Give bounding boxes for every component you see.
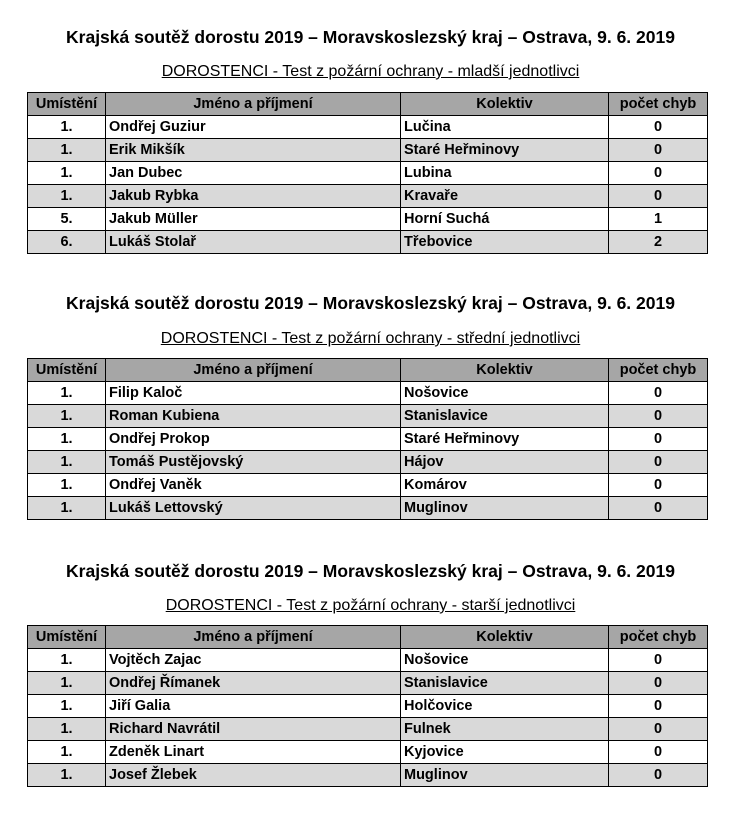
table-header-row (28, 93, 708, 116)
name-cell: Tomáš Pustějovský (106, 451, 401, 474)
team-cell: Holčovice (401, 695, 609, 718)
table-row (28, 718, 708, 741)
section-subtitle: DOROSTENCI - Test z požární ochrany - starší jednotlivci (165, 597, 576, 614)
table-row (28, 428, 708, 451)
rank-cell: 1. (28, 741, 106, 764)
errors-cell: 0 (609, 695, 708, 718)
errors-cell: 0 (609, 162, 708, 185)
header-errors: počet chyb (609, 359, 708, 382)
results-table (27, 358, 708, 520)
table-row (28, 672, 708, 695)
table-header-row (28, 626, 708, 649)
rank-cell: 1. (28, 428, 106, 451)
header-name: Jméno a příjmení (106, 93, 401, 116)
table-row (28, 764, 708, 787)
name-cell: Filip Kaloč (106, 382, 401, 405)
section-title: Krajská soutěž dorostu 2019 – Moravskoslezský kraj – Ostrava, 9. 6. 2019 (66, 561, 675, 581)
name-cell: Richard Navrátil (106, 718, 401, 741)
header-rank: Umístění (28, 93, 106, 116)
team-cell: Kravaře (401, 185, 609, 208)
rank-cell: 1. (28, 474, 106, 497)
name-cell: Jakub Rybka (106, 185, 401, 208)
team-cell: Lučina (401, 116, 609, 139)
team-cell: Hájov (401, 451, 609, 474)
rank-cell: 1. (28, 451, 106, 474)
header-rank: Umístění (28, 359, 106, 382)
table-row (28, 497, 708, 520)
name-cell: Ondřej Prokop (106, 428, 401, 451)
rank-cell: 1. (28, 116, 106, 139)
table-row (28, 185, 708, 208)
team-cell: Nošovice (401, 649, 609, 672)
errors-cell: 0 (609, 185, 708, 208)
header-name: Jméno a příjmení (106, 626, 401, 649)
errors-cell: 0 (609, 428, 708, 451)
rank-cell: 6. (28, 231, 106, 254)
rank-cell: 1. (28, 649, 106, 672)
section-title: Krajská soutěž dorostu 2019 – Moravskoslezský kraj – Ostrava, 9. 6. 2019 (66, 293, 675, 313)
rank-cell: 1. (28, 382, 106, 405)
rank-cell: 1. (28, 718, 106, 741)
team-cell: Staré Heřminovy (401, 139, 609, 162)
name-cell: Lukáš Lettovský (106, 497, 401, 520)
table-header-row (28, 359, 708, 382)
rank-cell: 1. (28, 672, 106, 695)
rank-cell: 1. (28, 405, 106, 428)
name-cell: Zdeněk Linart (106, 741, 401, 764)
name-cell: Lukáš Stolař (106, 231, 401, 254)
table-row (28, 695, 708, 718)
rank-cell: 1. (28, 139, 106, 162)
table-row (28, 208, 708, 231)
name-cell: Roman Kubiena (106, 405, 401, 428)
team-cell: Horní Suchá (401, 208, 609, 231)
errors-cell: 0 (609, 497, 708, 520)
name-cell: Ondřej Vaněk (106, 474, 401, 497)
table-row (28, 231, 708, 254)
errors-cell: 0 (609, 672, 708, 695)
team-cell: Stanislavice (401, 672, 609, 695)
errors-cell: 0 (609, 382, 708, 405)
errors-cell: 0 (609, 718, 708, 741)
errors-cell: 0 (609, 649, 708, 672)
team-cell: Kyjovice (401, 741, 609, 764)
name-cell: Jakub Müller (106, 208, 401, 231)
team-cell: Lubina (401, 162, 609, 185)
rank-cell: 1. (28, 764, 106, 787)
table-row (28, 139, 708, 162)
table-row (28, 474, 708, 497)
name-cell: Ondřej Římanek (106, 672, 401, 695)
name-cell: Josef Žlebek (106, 764, 401, 787)
results-table (27, 625, 708, 787)
team-cell: Stanislavice (401, 405, 609, 428)
name-cell: Vojtěch Zajac (106, 649, 401, 672)
section-subtitle: DOROSTENCI - Test z požární ochrany - mladší jednotlivci (161, 63, 580, 80)
name-cell: Jan Dubec (106, 162, 401, 185)
errors-cell: 0 (609, 116, 708, 139)
name-cell: Ondřej Guziur (106, 116, 401, 139)
table-row (28, 162, 708, 185)
header-team: Kolektiv (401, 359, 609, 382)
header-name: Jméno a příjmení (106, 359, 401, 382)
table-row (28, 382, 708, 405)
team-cell: Třebovice (401, 231, 609, 254)
errors-cell: 0 (609, 764, 708, 787)
errors-cell: 0 (609, 741, 708, 764)
table-row (28, 451, 708, 474)
rank-cell: 1. (28, 185, 106, 208)
table-row (28, 405, 708, 428)
header-team: Kolektiv (401, 93, 609, 116)
team-cell: Nošovice (401, 382, 609, 405)
errors-cell: 0 (609, 139, 708, 162)
errors-cell: 2 (609, 231, 708, 254)
team-cell: Muglinov (401, 497, 609, 520)
rank-cell: 5. (28, 208, 106, 231)
team-cell: Staré Heřminovy (401, 428, 609, 451)
errors-cell: 0 (609, 474, 708, 497)
name-cell: Jiří Galia (106, 695, 401, 718)
name-cell: Erik Mikšík (106, 139, 401, 162)
header-errors: počet chyb (609, 93, 708, 116)
errors-cell: 0 (609, 451, 708, 474)
table-row (28, 649, 708, 672)
results-table (27, 92, 708, 254)
table-row (28, 741, 708, 764)
header-rank: Umístění (28, 626, 106, 649)
section-subtitle: DOROSTENCI - Test z požární ochrany - střední jednotlivci (160, 330, 581, 347)
rank-cell: 1. (28, 497, 106, 520)
team-cell: Komárov (401, 474, 609, 497)
errors-cell: 0 (609, 405, 708, 428)
team-cell: Fulnek (401, 718, 609, 741)
header-team: Kolektiv (401, 626, 609, 649)
errors-cell: 1 (609, 208, 708, 231)
rank-cell: 1. (28, 162, 106, 185)
rank-cell: 1. (28, 695, 106, 718)
table-row (28, 116, 708, 139)
header-errors: počet chyb (609, 626, 708, 649)
team-cell: Muglinov (401, 764, 609, 787)
section-title: Krajská soutěž dorostu 2019 – Moravskoslezský kraj – Ostrava, 9. 6. 2019 (66, 27, 675, 47)
